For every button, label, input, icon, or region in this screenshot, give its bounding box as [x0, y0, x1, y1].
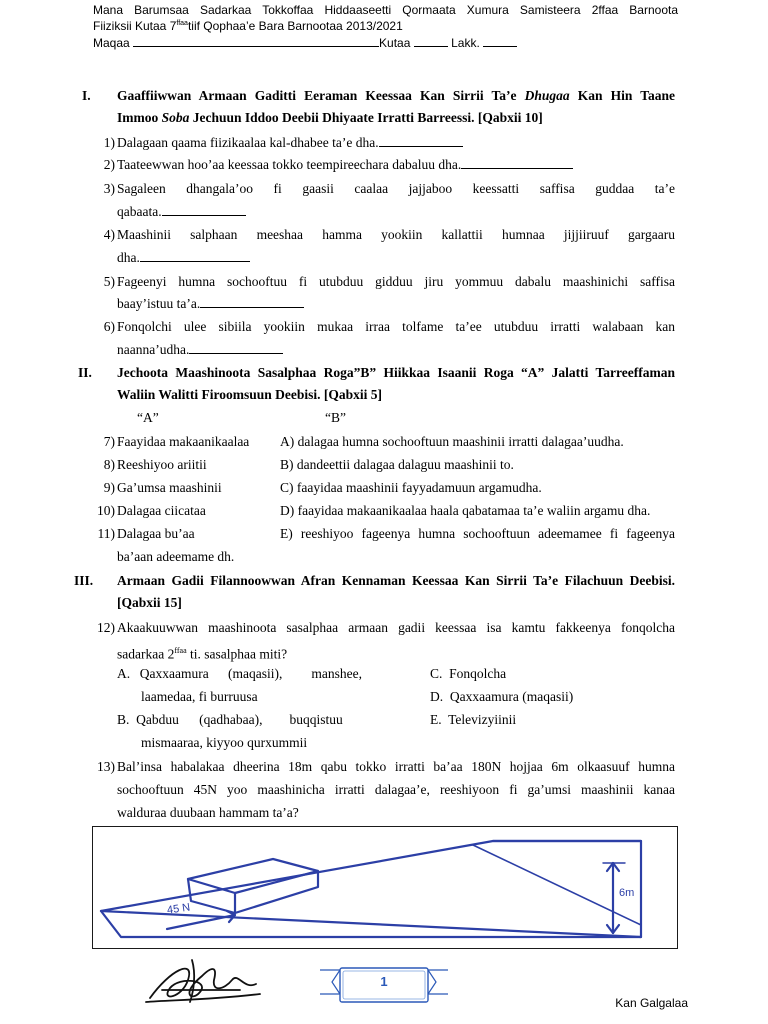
name-label: Maqaa	[93, 36, 130, 50]
inclined-plane-drawing	[93, 827, 677, 948]
option-b-cont: mismaaraa, kiyyoo qurxummii	[141, 735, 308, 750]
page-number: 1	[380, 974, 388, 989]
match-item-11-cont: ba’aan adeemame dh.	[117, 549, 235, 564]
column-b-header: “B”	[325, 410, 346, 425]
question-12-cont: sadarkaa $2^{ffaa}$ ti. sasalphaa miti?	[117, 646, 288, 662]
answer-blank[interactable]	[140, 249, 250, 262]
box-front	[188, 859, 318, 913]
height-label: 6m	[619, 887, 635, 899]
answer-blank[interactable]	[189, 341, 283, 354]
section-1-title-line-2: Immoo Soba Jechuun Iddoo Deebii Dhiyaate Irratti Barreessi. [Qabxii 10]	[117, 110, 543, 125]
number-label: Lakk.	[451, 36, 480, 50]
force-label: 45 N	[166, 901, 191, 917]
section-2-number: II.	[78, 365, 92, 380]
section-1-title-line-1: Gaaffiiwwan Armaan Gaditti Eeraman Keessaa Kan Sirrii Ta’e Dhugaa Kan Hin Taane	[117, 88, 676, 103]
answer-blank[interactable]	[461, 156, 573, 169]
question-13-cont-2: walduraa duubaan hammam ta’a?	[117, 805, 299, 820]
option-d[interactable]: D. Qaxxaamura (maqasii)	[430, 689, 574, 704]
option-a-cont: laamedaa, fi burruusa	[141, 689, 258, 704]
grade-label: Kutaa	[379, 36, 411, 50]
section-1-number: I.	[82, 88, 91, 103]
option-a[interactable]: A. Qaxxaamura (maqasii), manshee,	[117, 666, 362, 681]
section-3-number: III.	[74, 573, 94, 588]
answer-blank[interactable]	[162, 203, 246, 216]
exam-page: Mana Barumsaa Sadarkaa Tokkoffaa Hiddaaseetti Qormaata Xumura Samisteera 2ffaa Barnoota Fiiziksii Kutaa $7^{ffaa}tiif$ Qophaa’e Bara Barnootaa 2013/2021 Maqaa Kutaa Lakk. I. Gaaffiiwwan Armaan Gaditti Eeraman Keessaa Kan Sirrii Ta’e Dhugaa Kan Hin Taane Immoo Soba Jechuun Iddoo Deebii Dhiyaate Irratti Barreessi. [Qabxii 10] 1) Dalagaan qaama fiizikaalaa kal-dhabee ta’e dha. 2) Taateewwan hoo’aa keessaa tokko teempireechara dabaluu dha. 3) Sagaleen dhangala’oo fi gaasii caalaa jajjaboo keessatti saffisa guddaa ta’e qabaata. 4) Maashinii salphaan meeshaa hamma yookiin kallattii humnaa jijjiiruuf gargaaru dha. 5) Fageenyi humna sochooftuu fi utubduu gidduu jiru yommuu dabalu maashinichi saffisa baay’istuu ta’a. 6) Fonqolchi ulee sibiila yookiin mukaa irraa tolfame ta’ee utubduu irratti walabaan kan naanna’udha. II. Jechoota Maashinoota Sasalphaa Roga”B” Hiikkaa Isaanii Roga “A” Jalatti Tarreeffaman Waliin Walitti Firoomsuun Deebisi. [Qabxii 5] “A” “B” 7) Faayidaa makaanikaalaa A) dalagaa humna sochooftuun maashinii irratti dalagaa’uudha. 8) Reeshiyoo ariitii B) dandeettii dalagaa dalaguu maashinii to. 9) Ga’umsa maashinii C) faayidaa maashinii fayyadamuun argamudha. 10) Dalagaa ciicataa D) faayidaa makaanikaalaa haala qabatamaa ta’e waliin argamu dha. 11) Dalagaa bu’aa E) reeshiyoo fageenya humna sochooftuun adeemamee fi fageenya ba’aan adeemame dh. III. Armaan Gadii Filannoowwan Afran Kennaman Keessaa Kan Sirrii Ta’e Filachuun Deebisi. [Qabxii 15] 12) Akaakuuwwan maashinoota sasalphaa armaan gadii keessaa isa kamtu fakkeenya fonqolcha sadarkaa $2^{ffaa}$ ti. sasalphaa miti? A. Qaxxaamura (maqasii), manshee, laamedaa, fi burruusa B. Qabduu (qadhabaa), buqqistuu mismaaraa, kiyyoo qurxummii C. Fonqolcha D. Qaxxaamura (maqasii) E. Televizyiinii 13) Bal’insa habalakaa dheerina 18m qabu tokko irratti ba’aa 180N hojjaa 6m olkaasuuf humna sochooftuun 45N yoo maashinicha irratti dalagaa’e, reeshiyoon fi ga’umsi maashinii kanaa walduraa duubaan hammam ta’a? 45 N 6m 1 Kan Galgalaa	[74, 3, 688, 1010]
ramp-outline	[101, 841, 641, 937]
answer-blank[interactable]	[200, 295, 304, 308]
section-3-title-line-1: Armaan Gadii Filannoowwan Afran Kennaman Keessaa Kan Sirrii Ta’e Filachuun Deebisi.	[117, 573, 675, 588]
column-a-header: “A”	[137, 410, 159, 425]
signature	[140, 950, 270, 1010]
answer-blank[interactable]	[379, 134, 463, 147]
grade-blank[interactable]	[414, 34, 448, 47]
header-line-2: Fiiziksii Kutaa $7^{ffaa}tiif$ Qophaa’e Bara Barnootaa 2013/2021	[93, 19, 403, 33]
inclined-plane-figure	[92, 826, 678, 949]
section-2-title-line-2: Waliin Walitti Firoomsuun Deebisi. [Qabxii 5]	[117, 387, 383, 402]
header-line-1: Mana Barumsaa Sadarkaa Tokkoffaa Hiddaaseetti Qormaata Xumura Samisteera 2ffaa Barnoota	[93, 3, 678, 17]
force-arrow-shaft	[167, 915, 235, 929]
number-blank[interactable]	[483, 34, 517, 47]
ramp-base-line	[101, 911, 641, 937]
ramp-side-edge	[473, 845, 641, 925]
name-blank[interactable]	[133, 34, 379, 47]
option-e[interactable]: E. Televizyiinii	[430, 712, 517, 727]
header-line-3	[93, 34, 678, 51]
section-3-title-line-2: [Qabxii 15]	[117, 595, 182, 610]
option-b[interactable]: B. Qabduu (qadhabaa), buqqistuu	[117, 712, 343, 727]
section-2-title-line-1: Jechoota Maashinoota Sasalphaa Roga”B” Hiikkaa Isaanii Roga “A” Jalatti Tarreeffaman	[117, 365, 675, 380]
footer-author: Kan Galgalaa	[615, 996, 688, 1010]
option-c[interactable]: C. Fonqolcha	[430, 666, 507, 681]
